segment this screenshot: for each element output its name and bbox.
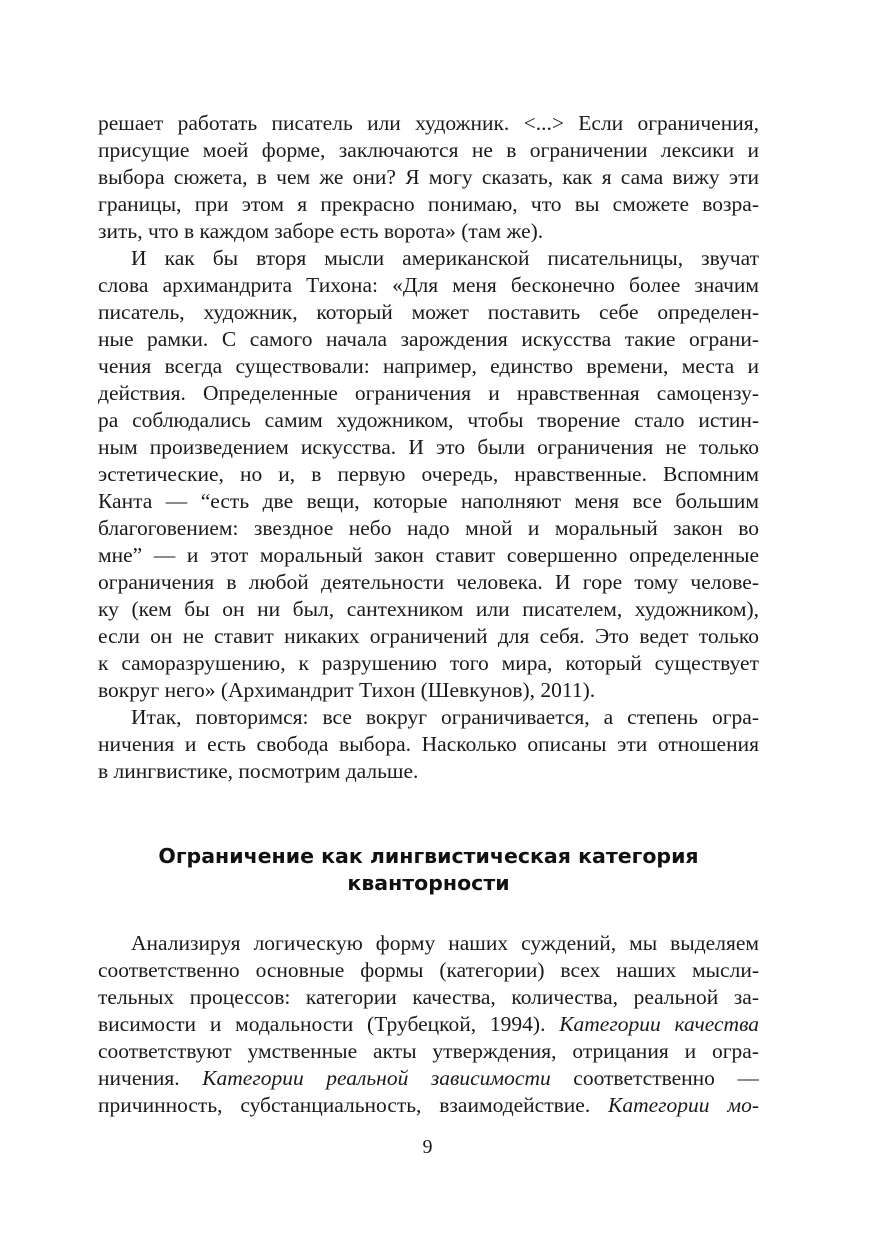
text-segment: висимости и модальности (Трубецкой, 1994). bbox=[98, 1012, 560, 1036]
text-line: действия. Определенные ограничения и нравственная самоцензу- bbox=[98, 381, 759, 405]
text-line: мне” — и этот моральный закон ставит совершенно определенные bbox=[98, 543, 759, 567]
text-segment: причинность, субстанциальность, взаимодействие. bbox=[98, 1093, 609, 1117]
section-heading-line-2: кванторности bbox=[347, 871, 510, 895]
text-segment: соответственно — bbox=[550, 1066, 759, 1090]
text-line: Итак, повторимся: все вокруг ограничивается, а степень огра- bbox=[131, 705, 759, 729]
text-line: Канта — “есть две вещи, которые наполняют меня все большим bbox=[98, 489, 759, 513]
text-line: к саморазрушению, к разрушению того мира, который существует bbox=[98, 651, 759, 675]
text-line: чения всегда существовали: например, единство времени, места и bbox=[98, 354, 759, 378]
text-segment: ничения. bbox=[98, 1066, 203, 1090]
text-line: вокруг него» (Архимандрит Тихон (Шевкунов), 2011). bbox=[98, 678, 596, 702]
section-heading bbox=[98, 843, 759, 897]
paragraph-3 bbox=[98, 704, 759, 785]
text-line: решает работать писатель или художник. <...> Если ограничения, bbox=[98, 111, 759, 135]
text-line: границы, при этом я прекрасно понимаю, что вы сможете возра- bbox=[98, 192, 759, 216]
page-body bbox=[98, 110, 759, 785]
text-line: слова архимандрита Тихона: «Для меня бесконечно более значим bbox=[98, 273, 759, 297]
text-line: писатель, художник, который может поставить себе определен- bbox=[98, 300, 759, 324]
text-line: ные рамки. С самого начала зарождения искусства такие ограни- bbox=[98, 327, 759, 351]
paragraph-2 bbox=[98, 245, 759, 704]
text-line: ным произведением искусства. И это были ограничения не только bbox=[98, 435, 759, 459]
text-line: зить, что в каждом заборе есть ворота» (там же). bbox=[98, 219, 544, 243]
paragraph-4 bbox=[98, 930, 759, 1119]
text-line: соответствуют умственные акты утверждения, отрицания и огра- bbox=[98, 1039, 759, 1063]
text-line: ничения и есть свобода выбора. Насколько описаны эти отношения bbox=[98, 732, 759, 756]
text-line: И как бы вторя мысли американской писательницы, звучат bbox=[131, 246, 759, 270]
text-line: эстетические, но и, в первую очередь, нравственные. Вспомним bbox=[98, 462, 759, 486]
text-line bbox=[98, 1092, 759, 1119]
text-line: если он не ставит никаких ограничений для себя. Это ведет только bbox=[98, 624, 759, 648]
text-line: в лингвистике, посмотрим дальше. bbox=[98, 759, 419, 783]
italic-term: Категории реальной зависимости bbox=[202, 1066, 551, 1090]
text-line bbox=[98, 1065, 759, 1092]
page-number: 9 bbox=[422, 1136, 433, 1158]
section-heading-line-1: Ограничение как лингвистическая категория bbox=[158, 844, 699, 868]
text-line: выбора сюжета, в чем же они? Я могу сказать, как я сама вижу эти bbox=[98, 165, 759, 189]
text-line: ку (кем бы он ни был, сантехником или писателем, художником), bbox=[98, 597, 759, 621]
text-line: ра соблюдались самим художником, чтобы творение стало истин- bbox=[98, 408, 759, 432]
text-line: благоговением: звездное небо надо мной и моральный закон во bbox=[98, 516, 759, 540]
italic-term: Категории мо- bbox=[608, 1093, 759, 1117]
italic-term: Категории качества bbox=[559, 1012, 759, 1036]
text-line: соответственно основные формы (категории) всех наших мысли- bbox=[98, 958, 759, 982]
text-line: ограничения в любой деятельности человека. И горе тому челове- bbox=[98, 570, 759, 594]
text-line: Анализируя логическую форму наших суждений, мы выделяем bbox=[131, 931, 759, 955]
text-line: тельных процессов: категории качества, количества, реальной за- bbox=[98, 985, 759, 1009]
paragraph-1 bbox=[98, 110, 759, 245]
text-line: присущие моей форме, заключаются не в ограничении лексики и bbox=[98, 138, 759, 162]
text-line bbox=[98, 1011, 759, 1038]
